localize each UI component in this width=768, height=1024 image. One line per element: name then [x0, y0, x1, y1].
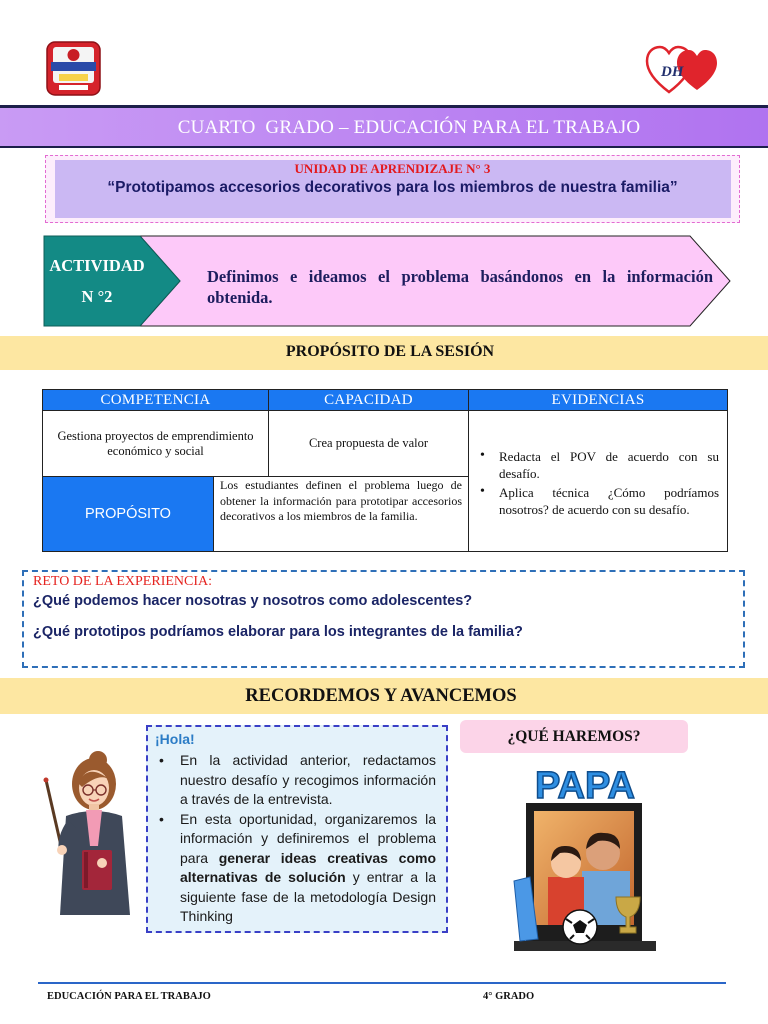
footer-rule: [38, 982, 726, 984]
challenge-label: RETO DE LA EXPERIENCIA:: [33, 574, 213, 589]
challenge-question: ¿Qué prototipos podríamos elaborar para los integrantes de la familia?: [33, 624, 523, 640]
what-we-do-heading: [460, 720, 688, 753]
activity-number: N °2: [81, 287, 113, 306]
footer-course: EDUCACIÓN PARA EL TRABAJO: [47, 991, 211, 1002]
greeting-list: [180, 751, 436, 927]
purpose-heading: PROPÓSITO DE LA SESIÓN: [285, 343, 495, 360]
capacidad-cell: Crea propuesta de valor: [268, 410, 469, 477]
teacher-illustration: [38, 750, 138, 915]
greeting-title: ¡Hola!: [155, 731, 195, 747]
greeting-bullet-text: y entrar a la siguiente fase de la metodología Design Thinking: [180, 869, 436, 924]
proposito-text-cell: Los estudiantes definen el problema luego de obtener la información para prototipar accesorios decorativos a los miembros de la familia.: [213, 476, 469, 552]
evidencia-item: • Aplica técnica ¿Cómo podríamos nosotros? de acuerdo con su desafío.: [499, 485, 719, 518]
photo-frame-image: [508, 763, 662, 955]
school-crest-logo: [45, 40, 102, 97]
evidencias-list: [469, 411, 727, 518]
footer-grade: 4° GRADO: [483, 991, 535, 1002]
activity-description: Definimos e ideamos el problema basándonos en la información obtenida.: [207, 267, 713, 307]
proposito-label-cell: PROPÓSITO: [42, 476, 214, 552]
challenge-question: ¿Qué podemos hacer nosotras y nosotros como adolescentes?: [33, 593, 473, 609]
page-title: CUARTO GRADO – EDUCACIÓN PARA EL TRABAJO: [177, 117, 641, 138]
unit-title: “Prototipamos accesorios decorativos para los miembros de nuestra familia”: [107, 179, 678, 196]
photo-frame-lettering: PAPA: [535, 765, 635, 807]
review-heading: RECORDEMOS Y AVANCEMOS: [245, 686, 517, 706]
evidencia-item: • Redacta el POV de acuerdo con su desafío.: [499, 449, 719, 482]
competencia-cell: Gestiona proyectos de emprendimiento económico y social: [42, 410, 269, 477]
table-header-competencia: COMPETENCIA: [42, 389, 269, 411]
activity-label: ACTIVIDAD: [49, 256, 145, 275]
evidencias-cell: [468, 410, 728, 552]
table-header-capacidad: CAPACIDAD: [268, 389, 469, 411]
table-header-evidencias: EVIDENCIAS: [468, 389, 728, 411]
what-we-do-label: ¿QUÉ HAREMOS?: [507, 727, 641, 745]
greeting-bullet: [180, 810, 436, 927]
greeting-bullet-text: En esta oportunidad, organizaremos la información y definiremos el problema para: [180, 810, 436, 866]
heart-logo-text: DH: [661, 64, 684, 80]
greeting-bullet-bold-text: generar ideas creativas como alternativas de solución: [180, 849, 436, 885]
unit-label: UNIDAD DE APRENDIZAJE N° 3: [294, 161, 491, 176]
greeting-bullet: • En la actividad anterior, redactamos nuestro desafío y recogimos información a través de la entrevista.: [180, 751, 436, 810]
header-rule-bottom: [0, 146, 768, 148]
heart-logo: [643, 42, 723, 98]
